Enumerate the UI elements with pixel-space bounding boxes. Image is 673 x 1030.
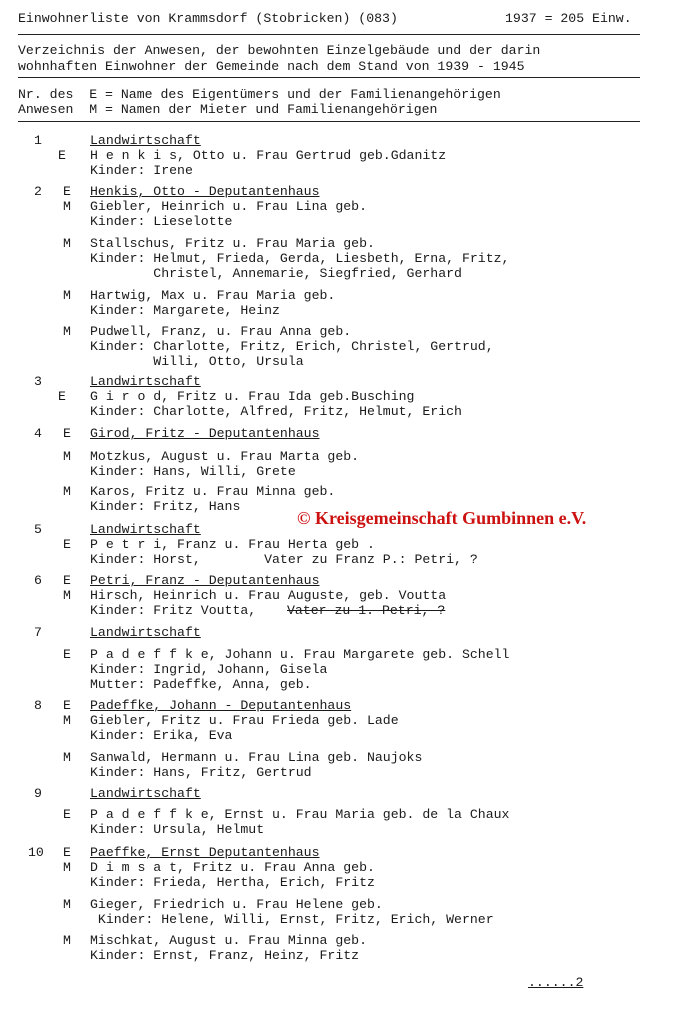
entry-number: 7	[34, 625, 42, 640]
person-line: Christel, Annemarie, Siegfried, Gerhard	[90, 266, 462, 281]
person-line: Kinder: Helmut, Frieda, Gerda, Liesbeth, Erna, Fritz,	[90, 251, 510, 266]
person-line: Kinder: Irene	[90, 163, 193, 178]
struck-text: Vater-zu-1.-Petri,-?	[287, 603, 446, 618]
person-type: M	[63, 324, 71, 339]
entry-number: 10	[28, 845, 44, 860]
entry-number: 1	[34, 133, 42, 148]
person-type: E	[63, 647, 71, 662]
person-line: Hirsch, Heinrich u. Frau Auguste, geb. Voutta	[90, 588, 447, 603]
person-line: Kinder: Horst, Vater zu Franz P.: Petri, ?	[90, 552, 478, 567]
entry-number: 9	[34, 786, 42, 801]
person-type: M	[63, 588, 71, 603]
person-line: G i r o d, Fritz u. Frau Ida geb.Busching	[90, 389, 415, 404]
person-type: M	[63, 860, 71, 875]
person-line: Kinder: Hans, Fritz, Gertrud	[90, 765, 312, 780]
person-line: Pudwell, Franz, u. Frau Anna geb.	[90, 324, 352, 339]
person-line: Kinder: Lieselotte	[90, 214, 233, 229]
entry-number: 5	[34, 522, 42, 537]
owner-marker: E	[63, 698, 71, 713]
page-continuation: ......2	[528, 975, 584, 990]
person-type: M	[63, 933, 71, 948]
person-line: Kinder: Margarete, Heinz	[90, 303, 280, 318]
entry-number: 3	[34, 374, 42, 389]
person-line: Giebler, Fritz u. Frau Frieda geb. Lade	[90, 713, 399, 728]
document-title: Einwohnerliste von Krammsdorf (Stobricken) (083)	[18, 11, 398, 26]
person-line: Kinder: Ernst, Franz, Heinz, Fritz	[90, 948, 360, 963]
person-line: Stallschus, Fritz u. Frau Maria geb.	[90, 236, 375, 251]
entry-heading: Landwirtschaft	[90, 522, 201, 537]
person-line: Mischkat, August u. Frau Minna geb.	[90, 933, 367, 948]
person-line: Kinder: Helene, Willi, Ernst, Fritz, Erich, Werner	[90, 912, 494, 927]
entry-number: 4	[34, 426, 42, 441]
entry-heading: Padeffke, Johann - Deputantenhaus	[90, 698, 352, 713]
owner-marker: E	[63, 184, 71, 199]
person-type: M	[63, 484, 71, 499]
person-line: Kinder: Charlotte, Fritz, Erich, Christel, Gertrud,	[90, 339, 494, 354]
person-line: Willi, Otto, Ursula	[90, 354, 304, 369]
person-line: P a d e f f k e, Ernst u. Frau Maria geb. de la Chaux	[90, 807, 510, 822]
population-count: 1937 = 205 Einw.	[505, 11, 632, 26]
entry-heading: Petri, Franz - Deputantenhaus	[90, 573, 320, 588]
subtitle-rule	[18, 77, 640, 78]
person-line: Kinder: Hans, Willi, Grete	[90, 464, 296, 479]
person-line: Kinder: Ingrid, Johann, Gisela	[90, 662, 328, 677]
person-type: M	[63, 713, 71, 728]
person-type: E	[63, 537, 71, 552]
owner-marker: E	[63, 426, 71, 441]
person-type: E	[58, 389, 66, 404]
person-type: M	[63, 199, 71, 214]
person-type: M	[63, 288, 71, 303]
person-line: H e n k i s, Otto u. Frau Gertrud geb.Gdanitz	[90, 148, 447, 163]
legend-line-1: Nr. des E = Name des Eigentümers und der Familienangehörigen	[18, 87, 501, 102]
entry-heading: Landwirtschaft	[90, 786, 201, 801]
entry-heading: Landwirtschaft	[90, 374, 201, 389]
entry-heading: Landwirtschaft	[90, 133, 201, 148]
person-type: M	[63, 897, 71, 912]
subtitle-line-2: wohnhaften Einwohner der Gemeinde nach dem Stand von 1939 - 1945	[18, 59, 525, 74]
person-line: Gieger, Friedrich u. Frau Helene geb.	[90, 897, 383, 912]
person-line: Karos, Fritz u. Frau Minna geb.	[90, 484, 336, 499]
person-type: M	[63, 750, 71, 765]
person-line: Kinder: Fritz, Hans	[90, 499, 241, 514]
subtitle-line-1: Verzeichnis der Anwesen, der bewohnten Einzelgebäude und der darin	[18, 43, 541, 58]
person-line: Kinder: Erika, Eva	[90, 728, 233, 743]
person-type: M	[63, 449, 71, 464]
person-line: Motzkus, August u. Frau Marta geb.	[90, 449, 360, 464]
person-line: Sanwald, Hermann u. Frau Lina geb. Naujoks	[90, 750, 423, 765]
legend-rule	[18, 121, 640, 122]
person-line: Hartwig, Max u. Frau Maria geb.	[90, 288, 336, 303]
person-line: Kinder: Frieda, Hertha, Erich, Fritz	[90, 875, 375, 890]
copyright-watermark: © Kreisgemeinschaft Gumbinnen e.V.	[297, 508, 587, 528]
header-rule	[18, 34, 640, 35]
person-line: Giebler, Heinrich u. Frau Lina geb.	[90, 199, 367, 214]
person-line: D i m s a t, Fritz u. Frau Anna geb.	[90, 860, 375, 875]
entry-number: 8	[34, 698, 42, 713]
owner-marker: E	[63, 573, 71, 588]
entry-heading: Girod, Fritz - Deputantenhaus	[90, 426, 320, 441]
person-line: Kinder: Fritz Voutta,	[90, 603, 265, 618]
person-line: Kinder: Charlotte, Alfred, Fritz, Helmut, Erich	[90, 404, 462, 419]
entry-number: 6	[34, 573, 42, 588]
person-type: E	[58, 148, 66, 163]
entry-heading: Henkis, Otto - Deputantenhaus	[90, 184, 320, 199]
person-line: P e t r i, Franz u. Frau Herta geb .	[90, 537, 375, 552]
entry-number: 2	[34, 184, 42, 199]
person-line: P a d e f f k e, Johann u. Frau Margarete geb. Schell	[90, 647, 510, 662]
entry-heading: Paeffke, Ernst Deputantenhaus	[90, 845, 320, 860]
person-line: Mutter: Padeffke, Anna, geb.	[90, 677, 312, 692]
legend-line-2: Anwesen M = Namen der Mieter und Familienangehörigen	[18, 102, 438, 117]
person-type: M	[63, 236, 71, 251]
person-line: Kinder: Ursula, Helmut	[90, 822, 265, 837]
entry-heading: Landwirtschaft	[90, 625, 201, 640]
owner-marker: E	[63, 845, 71, 860]
person-type: E	[63, 807, 71, 822]
